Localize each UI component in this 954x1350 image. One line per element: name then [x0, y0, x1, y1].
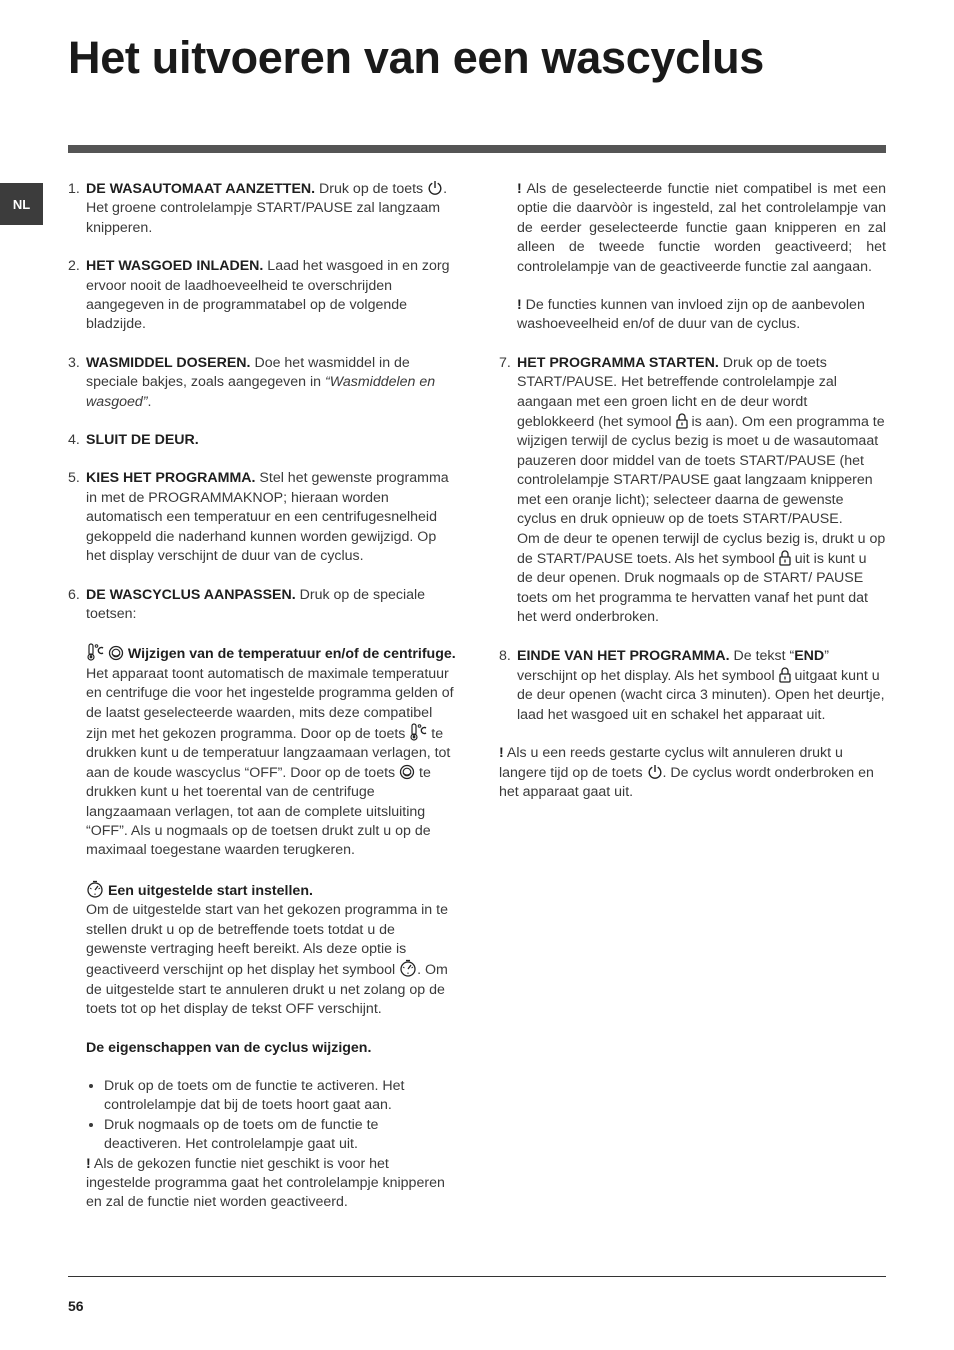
thermometer-icon [409, 723, 427, 741]
step-1: 1. DE WASAUTOMAAT AANZETTEN. Druk op de toets . Het groene controlelampje START/PAUSE zal langzaam knipperen. [68, 180, 456, 238]
spin-icon [399, 764, 415, 780]
step-8: 8. EINDE VAN HET PROGRAMMA. De tekst “END” verschijnt op het display. Als het symbool uitgaat kunt u de deur openen (wacht circa 3 minuten). Open het deurtje, laad het wasgoed uit en schakel het apparaat uit. [499, 647, 886, 726]
lock-icon [676, 412, 688, 429]
step-number: 4. [68, 432, 80, 449]
reference-link: “Wasmiddelen en wasgoed” [86, 374, 436, 410]
subsection-heading: Wijzigen van de temperatuur en/of de centrifuge. [123, 646, 456, 663]
page-number: 56 [68, 1298, 84, 1314]
language-tab: NL [0, 183, 43, 225]
page-title: Het uitvoeren van een wascyclus [68, 32, 765, 83]
exclamation-icon: ! [499, 745, 504, 762]
spin-icon [108, 645, 124, 661]
timer-icon [399, 959, 417, 977]
bullet-list [86, 1077, 456, 1155]
warning-note: ! Als de gekozen functie niet geschikt is voor het ingestelde programma gaat het controlelampje knipperen en zal de functie niet worden geactiveerd. [86, 1155, 445, 1211]
warning-note: ! Als de geselecteerde functie niet compatibel is met een optie die daarvòòr is ingesteld, zal het controlelampje van de eerder geselecteerde functie gaan knipperen en zal alleen de tweede functie worden geactiveerd; het controlelampje van de geactiveerde functie zal aangaan. [517, 181, 886, 275]
step-7: 7. HET PROGRAMMA STARTEN. Druk op de toets START/PAUSE. Het betreffende controlelampje zal aangaan met een groen licht en de deur wordt geblokkeerd (het symool is aan). Om een programma te wijzigen terwijl de cyclus bezig is moet u de wasautomaat pauzeren door middel van de toets START/PAUSE (het controlelampje START/PAUSE gaat langzaam knipperen met een oranje licht); selecteer daarna de gewenste cyclus en druk opnieuw op de toets START/PAUSE. Om de deur te openen terwijl de cyclus bezig is, drukt u op de START/PAUSE toets. Als het symbool uit is kunt u de deur openen. Druk nogmaals op de START/ PAUSE toets om het programma te hervatten vanaf het punt dat het werd onderbroken. [499, 354, 886, 628]
step-number: 1. [68, 181, 80, 197]
step-number: 6. [68, 586, 80, 603]
step-6: 6. DE WASCYCLUS AANPASSEN. Druk op de speciale toetsen: Wijzigen van de temperatuur en/of de centrifuge. Het apparaat toont automatisch de maximale temperatuur en centrifuge die voor het ingestelde programma gelden of de laatst geselecteerde waarden, mits deze compatibel zijn met het gekozen programma. Door op de toets te drukken kunt u de temperatuur langzaamaan verlagen, tot aan de koude wascyclus “OFF”. Door op de toets te drukken kunt u het toerental van de centrifuge langzaamaan verlagen, tot aan de complete uitsluiting “OFF”. Als u nogmaals op de toetsen drukt zult u op de maximaal toegestane waarden terugkeren. Een uitgestelde start instellen. Om de uitgestelde start van het gekozen programma in te stellen drukt u op de betreffende toets totdat u de gewenste vertraging heeft bereikt. Als deze optie is geactiveerd verschijnt op het display het symbool . Om de uitgestelde start te annuleren drukt u net zolang op de toets tot op het display de tekst OFF verschijnt. De eigenschappen van de cyclus wijzigen. • Druk op de toets om de functie te activeren. Het controlelampje dat bij de toets hoort gaat aan. • Druk nogmaals op de toets om de functie te deactiveren. Het controlelampje gaat uit. ! Als de gekozen functie niet geschikt is voor het ingestelde programma gaat het controlelampje knipperen en zal de functie niet worden geactiveerd. [68, 586, 456, 1213]
warning-note: ! Als u een reeds gestarte cyclus wilt annuleren drukt u langere tijd op de toets . De cyclus wordt onderbroken en het apparaat gaat uit. [499, 745, 874, 800]
temperature-spin-section: Wijzigen van de temperatuur en/of de centrifuge. Het apparaat toont automatisch de maximale temperatuur en centrifuge die voor het ingestelde programma gelden of de laatst geselecteerde waarden, mits deze compatibel zijn met het gekozen programma. Door op de toets te drukken kunt u de temperatuur langzaamaan verlagen, tot aan de koude wascyclus “OFF”. Door op de toets te drukken kunt u het toerental van de centrifuge langzaamaan verlagen, tot aan de complete uitsluiting “OFF”. Als u nogmaals op de toetsen drukt zult u op de maximaal toegestane waarden terugkeren. [86, 643, 456, 860]
lock-icon [779, 666, 791, 683]
step-3: 3. WASMIDDEL DOSEREN. Doe het wasmiddel in de speciale bakjes, zoals aangegeven in “Wasmiddelen en wasgoed”. [68, 354, 456, 412]
step-5: 5. KIES HET PROGRAMMA. Stel het gewenste programma in met de PROGRAMMAKNOP; hieraan worden automatisch een temperatuur en een centrifugesnelheid gekoppeld die naderhand kunnen worden gewijzigd. Op het display verschijnt de duur van de cyclus. [68, 469, 456, 566]
step-number: 7. [499, 354, 511, 371]
step-heading: SLUIT DE DEUR. [86, 432, 199, 449]
step-number: 2. [68, 258, 80, 275]
step-heading: EINDE VAN HET PROGRAMMA. [517, 647, 730, 664]
step-2: 2. HET WASGOED INLADEN. Laad het wasgoed in en zorg ervoor nooit de laadhoeveelheid te overschrijden aangegeven in de programmatabel op de volgende bladzijde. [68, 257, 456, 335]
step-4 [68, 431, 456, 450]
exclamation-icon: ! [517, 297, 522, 314]
step-number: 5. [68, 470, 80, 487]
step-heading: DE WASAUTOMAAT AANZETTEN. [86, 181, 316, 197]
step-heading: WASMIDDEL DOSEREN. [86, 354, 251, 371]
step-heading: DE WASCYCLUS AANPASSEN. [86, 586, 296, 603]
power-icon [427, 180, 443, 196]
power-icon [647, 764, 663, 780]
left-column [68, 180, 456, 1232]
step-number: 3. [68, 354, 80, 371]
footer-rule [68, 1276, 886, 1277]
delayed-start-section: Een uitgestelde start instellen. Om de uitgestelde start van het gekozen programma in te stellen drukt u op de betreffende toets totdat u de gewenste vertraging heeft bereikt. Als deze optie is geactiveerd verschijnt op het display het symbool . Om de uitgestelde start te annuleren drukt u net zolang op de toets tot op het display de tekst OFF verschijnt. [86, 880, 456, 1020]
timer-icon [86, 880, 104, 898]
subsection-heading: Een uitgestelde start instellen. [104, 882, 313, 899]
header-rule [68, 145, 886, 153]
step-heading: HET WASGOED INLADEN. [86, 258, 264, 275]
exclamation-icon: ! [86, 1155, 91, 1172]
subsection-heading: De eigenschappen van de cyclus wijzigen. [86, 1039, 372, 1056]
list-item: • Druk op de toets om de functie te activeren. Het controlelampje dat bij de toets hoort gaat aan. [104, 1077, 456, 1116]
thermometer-icon [86, 643, 104, 661]
list-item: • Druk nogmaals op de toets om de functie te deactiveren. Het controlelampje gaat uit. [104, 1116, 456, 1155]
warning-note: ! De functies kunnen van invloed zijn op de aanbevolen washoeveelheid en/of de duur van de cyclus. [517, 297, 865, 333]
right-column [499, 180, 886, 821]
step-heading: KIES HET PROGRAMMA. [86, 470, 256, 487]
step-number: 8. [499, 647, 511, 664]
exclamation-icon: ! [517, 181, 522, 197]
end-text: END [794, 647, 825, 664]
step-heading: HET PROGRAMMA STARTEN. [517, 354, 719, 371]
lock-icon [779, 549, 791, 566]
